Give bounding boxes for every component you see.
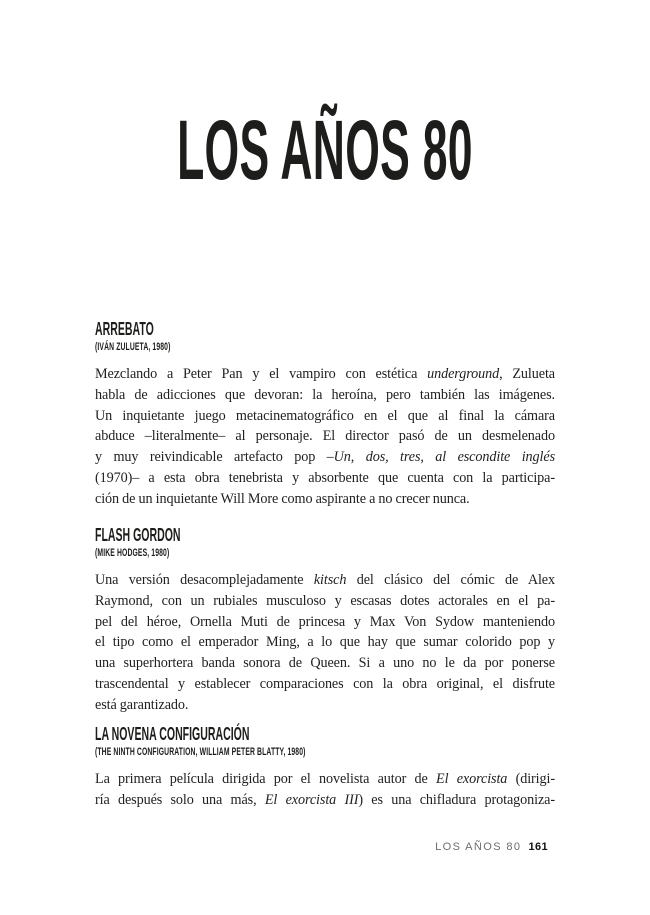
- italic-text: El exorcista III: [264, 791, 359, 808]
- text-line: [95, 591, 555, 612]
- italic-text: underground: [427, 366, 500, 382]
- plain-text: Mezclando a Peter Pan y el vampiro con estética: [95, 366, 428, 382]
- text-line: [95, 364, 555, 385]
- film-credit-text: (THE NINTH CONFIGURATION, WILLIAM PETER BLATTY, 1980): [95, 746, 306, 758]
- plain-text: trascendental y establecer comparaciones con la obra original, el disfrute: [95, 675, 555, 692]
- text-line: [95, 695, 555, 716]
- text-line: [95, 612, 555, 633]
- plain-text: Raymond, con un rubiales musculoso y escasas dotes actorales en el pa-: [95, 592, 555, 609]
- film-title: [95, 723, 555, 744]
- plain-text: abduce –literalmente– al personaje. El director pasó de un desmelenado: [95, 428, 555, 445]
- plain-text: Un inquietante juego metacinematográfico en el que al final la cámara: [95, 407, 555, 424]
- film-entry: [95, 524, 555, 716]
- italic-text: Un, dos, tres, al escondite inglés: [333, 449, 555, 466]
- plain-text: el tipo como el emperador Ming, a lo que hay que sumar colorido pop y: [95, 634, 555, 651]
- text-line: [95, 790, 555, 811]
- film-credit: [95, 340, 555, 355]
- plain-text: ) es una chifladura protagoniza-: [358, 791, 555, 808]
- running-header: LOS AÑOS 80: [435, 841, 522, 853]
- chapter-title-text: LOS AÑOS 80: [177, 103, 473, 197]
- plain-text: , Zulueta: [499, 366, 555, 382]
- plain-text: está garantizado.: [95, 696, 189, 713]
- italic-text: El exorcista: [436, 771, 508, 787]
- plain-text: pel del héroe, Ornella Muti de princesa y Max Von Sydow manteniendo: [95, 613, 555, 630]
- film-entry: [95, 318, 555, 510]
- text-line: [95, 632, 555, 653]
- film-title-text: FLASH GORDON: [95, 524, 181, 545]
- text-line: [95, 769, 555, 790]
- plain-text: La primera película dirigida por el novelista autor de: [95, 771, 437, 787]
- film-credit: [95, 745, 555, 760]
- plain-text: (1970)– a esta obra tenebrista y absorbente que cuenta con la participa-: [95, 469, 555, 486]
- film-description: [95, 570, 555, 716]
- plain-text: ción de un inquietante Will More como aspirante a no crecer nunca.: [95, 490, 470, 507]
- text-line: [95, 674, 555, 695]
- text-line: [95, 385, 555, 406]
- italic-text: kitsch: [313, 572, 347, 588]
- text-line: [95, 406, 555, 427]
- content-column: [95, 0, 555, 915]
- film-credit-text: (MIKE HODGES, 1980): [95, 547, 170, 559]
- text-line: [95, 570, 555, 591]
- film-title-text: ARREBATO: [95, 318, 154, 339]
- plain-text: una superhortera banda sonora de Queen. Si a uno no le da por ponerse: [95, 655, 555, 672]
- text-line: [95, 426, 555, 447]
- film-title: [95, 524, 555, 545]
- plain-text: habla de adicciones que devoran: la heroína, pero también las imágenes.: [95, 386, 555, 403]
- film-title-text: LA NOVENA CONFIGURACIÓN: [95, 723, 250, 744]
- plain-text: Una versión desacomplejadamente: [95, 572, 314, 588]
- plain-text: (dirigi-: [507, 771, 555, 787]
- page-number: 161: [528, 841, 548, 853]
- plain-text: y muy reivindicable artefacto pop –: [95, 449, 334, 466]
- film-title: [95, 318, 555, 339]
- film-description: [95, 769, 555, 811]
- text-line: [95, 489, 555, 510]
- plain-text: ría después solo una más,: [95, 791, 265, 808]
- film-entry: [95, 723, 555, 811]
- text-line: [95, 447, 555, 468]
- film-description: [95, 364, 555, 510]
- plain-text: del clásico del cómic de Alex: [346, 572, 555, 588]
- film-credit: [95, 546, 555, 561]
- text-line: [95, 653, 555, 674]
- film-credit-text: (IVÁN ZULUETA, 1980): [95, 341, 171, 353]
- text-line: [95, 468, 555, 489]
- page-footer: [435, 841, 548, 854]
